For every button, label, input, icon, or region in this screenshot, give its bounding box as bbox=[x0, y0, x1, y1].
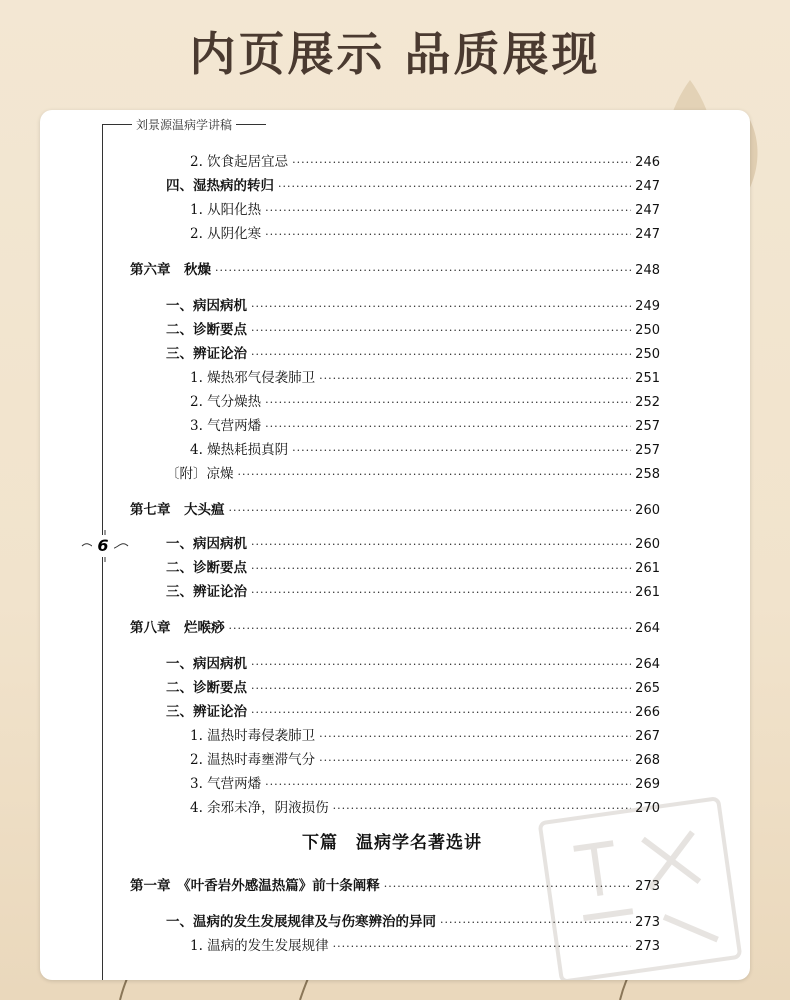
toc-chapter: 第七章 大头瘟 ····· 260 bbox=[130, 498, 660, 518]
toc-entry: 1. 温病的发生发展规律 ····· 273 bbox=[190, 934, 660, 954]
toc-entry: 2. 温热时毒壅滞气分 ····· 268 bbox=[190, 748, 660, 768]
toc-entry: 3. 气营两燔 ····· 269 bbox=[190, 772, 660, 792]
toc-entry: 二、诊断要点 ····· 261 bbox=[166, 556, 660, 576]
toc-entry: 4. 余邪未净，阴液损伤 ····· 270 bbox=[190, 796, 660, 816]
toc-entry: 4. 燥热耗损真阴 ····· 257 bbox=[190, 438, 660, 458]
toc-entry: 三、辨证论治 ····· 250 bbox=[166, 342, 660, 362]
toc-entry: 1. 从阳化热 ····· 247 bbox=[190, 198, 660, 218]
toc-entry: 三、辨证论治 ····· 266 bbox=[166, 700, 660, 720]
seal-stamp-icon bbox=[528, 787, 750, 980]
toc-entry: 2. 气分燥热 ····· 252 bbox=[190, 390, 660, 410]
toc-entry: 1. 温热时毒侵袭肺卫 ····· 267 bbox=[190, 724, 660, 744]
toc-chapter: 第六章 秋燥 ····· 248 bbox=[130, 258, 660, 278]
toc-entry: 1. 燥热邪气侵袭肺卫 ····· 251 bbox=[190, 366, 660, 386]
toc-entry: 3. 气营两燔 ····· 257 bbox=[190, 414, 660, 434]
toc-entry: 二、诊断要点 ····· 250 bbox=[166, 318, 660, 338]
toc-entry: 2. 饮食起居宜忌 ····· 246 bbox=[190, 150, 660, 170]
page-number: 6 bbox=[92, 535, 114, 557]
running-head bbox=[102, 116, 266, 133]
part-title: 下篇 温病学名著选讲 bbox=[302, 833, 482, 853]
banner-title: 内页展示 品质展现 bbox=[189, 27, 601, 81]
book-page bbox=[40, 110, 750, 980]
toc-entry: 〔附〕凉燥 ····· 258 bbox=[166, 462, 660, 482]
toc-entry: 一、温病的发生发展规律及与伤寒辨治的异同 ····· 273 bbox=[166, 910, 660, 930]
toc-entry: 三、辨证论治 ····· 261 bbox=[166, 580, 660, 600]
toc-entry: 2. 从阴化寒 ····· 247 bbox=[190, 222, 660, 242]
toc-entry: 二、诊断要点 ····· 265 bbox=[166, 676, 660, 696]
toc-entry: 四、湿热病的转归 ····· 247 bbox=[166, 174, 660, 194]
toc-entry: 一、病因病机 ····· 260 bbox=[166, 532, 660, 552]
running-head-text: 刘景源温病学讲稿 bbox=[136, 118, 233, 132]
toc-entry: 一、病因病机 ····· 249 bbox=[166, 294, 660, 314]
toc-chapter: 第一章 《叶香岩外感温热篇》前十条阐释 ····· 273 bbox=[130, 874, 660, 894]
toc-entry: 一、病因病机 ····· 264 bbox=[166, 652, 660, 672]
toc-chapter: 第八章 烂喉痧 ····· 264 bbox=[130, 616, 660, 636]
